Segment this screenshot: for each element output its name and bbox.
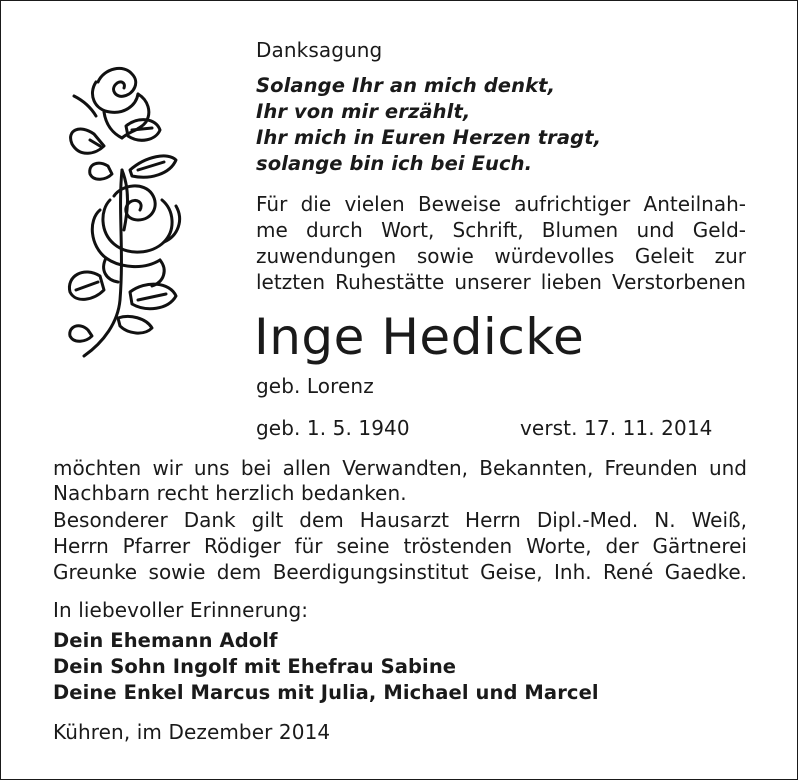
body-line: Greunke sowie dem Beerdigungsinstitut Geise, Inh. René Gaedke. — [53, 560, 747, 584]
intro-line: letzten Ruhestätte unserer lieben Verstorbenen — [256, 270, 746, 294]
intro-line: zuwendungen sowie würdevolles Geleit zur — [256, 244, 746, 268]
poem-line: Solange Ihr an mich denkt, — [256, 74, 556, 97]
intro-line: Für die vielen Beweise aufrichtiger Anteilnah- — [256, 192, 746, 216]
rose-icon — [60, 60, 190, 360]
body-line: Nachbarn recht herzlich bedanken. — [53, 481, 407, 505]
birth-date: geb. 1. 5. 1940 — [256, 416, 410, 440]
place-date: Kühren, im Dezember 2014 — [53, 720, 331, 744]
closing: In liebevoller Erinnerung: — [53, 598, 309, 622]
intro-line: me durch Wort, Schrift, Blumen und Geld- — [256, 218, 746, 242]
poem-line: Ihr mich in Euren Herzen tragt, — [256, 126, 602, 149]
death-date: verst. 17. 11. 2014 — [520, 416, 713, 440]
mourner-line: Dein Ehemann Adolf — [53, 629, 278, 652]
body-line: Herrn Pfarrer Rödiger für seine tröstenden Worte, der Gärtnerei — [53, 534, 747, 558]
poem-line: solange bin ich bei Euch. — [256, 152, 533, 175]
maiden-name: geb. Lorenz — [256, 374, 374, 398]
heading: Danksagung — [256, 38, 383, 62]
mourner-line: Deine Enkel Marcus mit Julia, Michael und Marcel — [53, 681, 599, 704]
body-line: möchten wir uns bei allen Verwandten, Bekannten, Freunden und — [53, 456, 747, 480]
mourner-line: Dein Sohn Ingolf mit Ehefrau Sabine — [53, 655, 457, 678]
deceased-name: Inge Hedicke — [254, 308, 585, 366]
poem-line: Ihr von mir erzählt, — [256, 100, 471, 123]
body-line: Besonderer Dank gilt dem Hausarzt Herrn Dipl.-Med. N. Weiß, — [53, 508, 747, 532]
